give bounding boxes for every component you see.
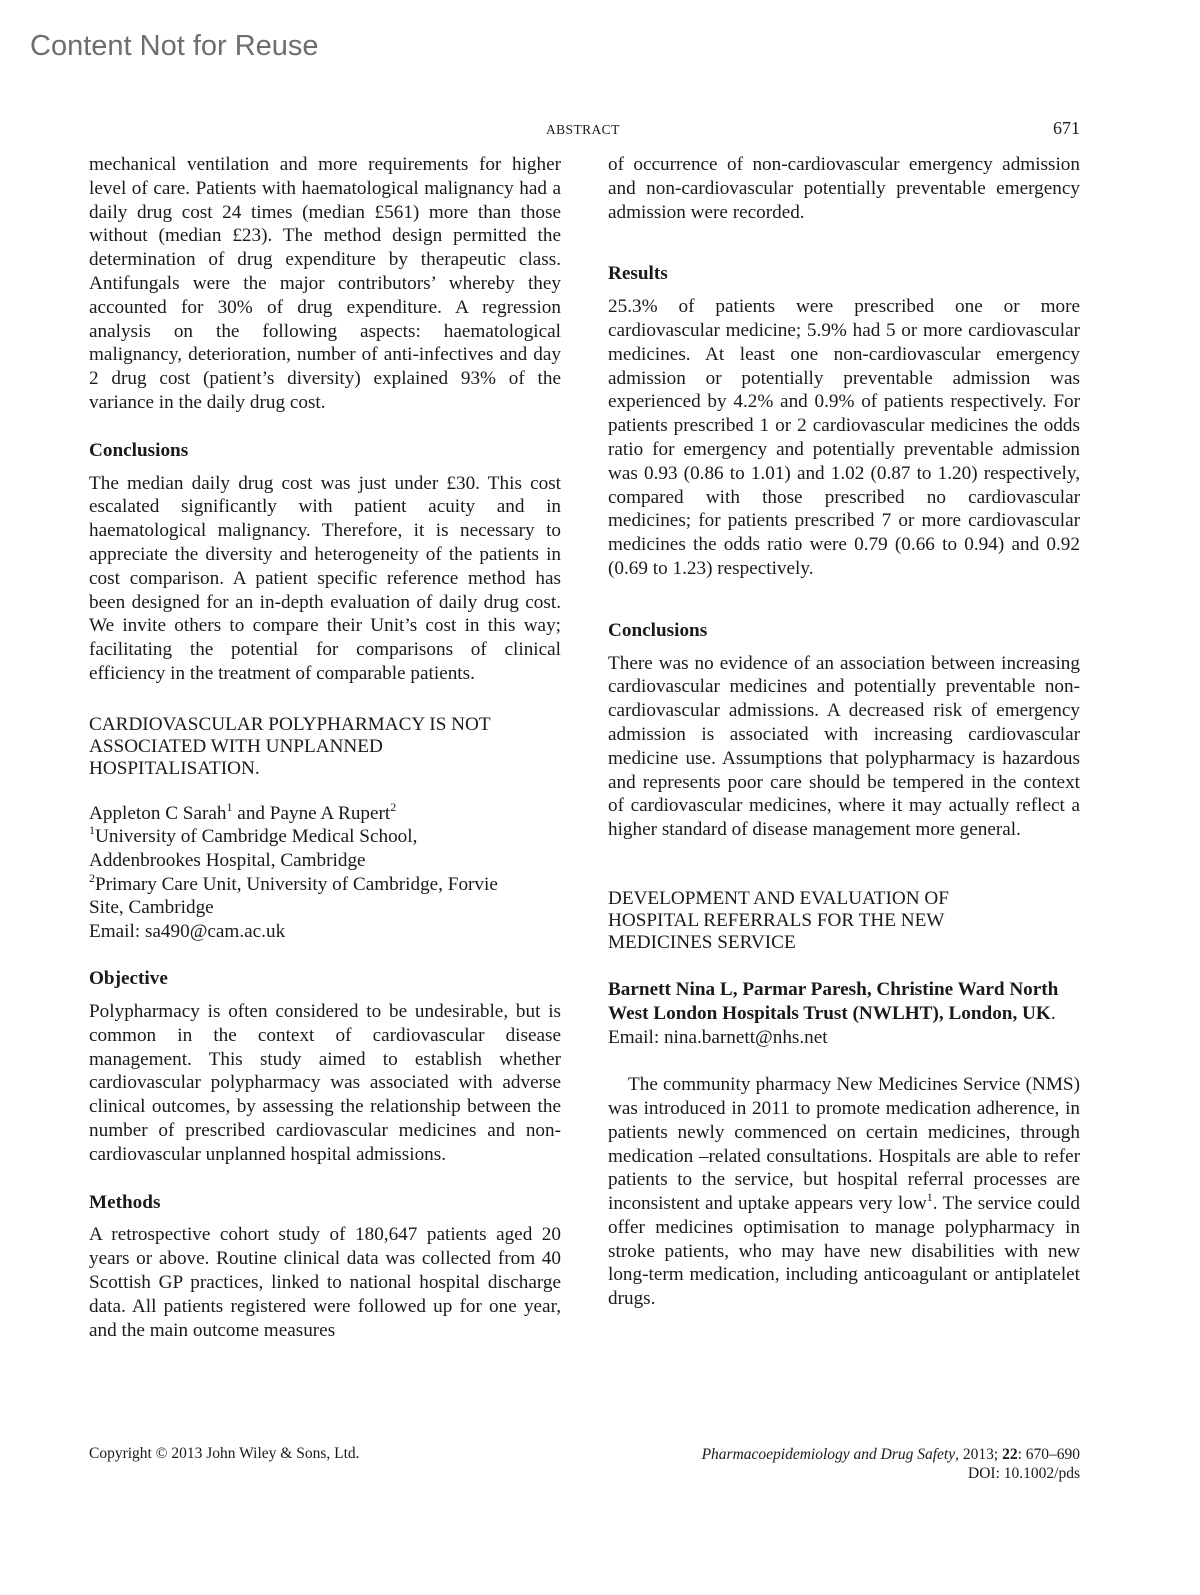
author-email: Email: sa490@cam.ac.uk xyxy=(89,920,286,942)
aff-2-line-2: Site, Cambridge xyxy=(89,897,214,919)
conclusions-heading: Conclusions xyxy=(608,619,708,641)
copyright: Copyright © 2013 John Wiley & Sons, Ltd. xyxy=(89,1445,360,1462)
doi: DOI: 10.1002/pds xyxy=(968,1465,1080,1482)
continued-paragraph: of occurrence of non-cardiovascular emergency admission and non-cardiovascular potentially preventable emergency admission were recorded. xyxy=(608,154,1080,223)
article-title-line: ASSOCIATED WITH UNPLANNED xyxy=(89,735,383,757)
body-text xyxy=(608,1073,1080,1311)
aff-2-sup: 2 xyxy=(89,870,95,885)
left-column xyxy=(89,153,561,1342)
objective-text: Polypharmacy is often considered to be undesirable, but is common in the context of cardiovascular disease management. This study aimed to establish whether cardiovascular polypharmacy was associated with adverse clinical outcomes, by assessing the relationship between the number of prescribed cardiovascular medicines and non-cardiovascular unplanned hospital admissions. xyxy=(89,1001,561,1165)
authors-bold: Barnett Nina L, Parmar Paresh, Christine Ward North West London Hospitals Trust (NWLHT), London, UK xyxy=(608,978,1059,1024)
article-title xyxy=(89,714,561,780)
body-text-part-1: The community pharmacy New Medicines Service (NMS) was introduced in 2011 to promote medication adherence, in patients newly commenced on certain medicines, through medication –related consultations. Hospitals are able to refer patients to the service, but hospital referral processes are inconsistent and uptake appears very low xyxy=(608,1074,1080,1215)
authors xyxy=(608,978,1080,1026)
conclusions-text: There was no evidence of an association between increasing cardiovascular medicines and potentially preventable non-cardiovascular admissions. A decreased risk of emergency admission is associated with increasing cardiovascular medicine use. Assumptions that polypharmacy is hazardous and represents poor care should be tempered in the context of cardiovascular medicines, where it may actually reflect a higher standard of disease management more general. xyxy=(608,652,1080,841)
conclusions-text: The median daily drug cost was just under £30. This cost escalated significantly with patient acuity and in haematological malignancy. Therefore, it is necessary to appreciate the diversity and heterogeneity of the patients in cost comparison. A patient specific reference method has been designed for an in-depth evaluation of daily drug cost. We invite others to compare their Unit’s cost in this way; facilitating the potential for comparisons of clinical efficiency in the treatment of comparable patients. xyxy=(89,472,561,684)
objective-heading: Objective xyxy=(89,968,168,990)
aff-2-line-1: Primary Care Unit, University of Cambridge, Forvie xyxy=(95,873,498,895)
affiliation-2 xyxy=(89,870,561,897)
continued-paragraph: mechanical ventilation and more requirements for higher level of care. Patients with haematological malignancy had a daily drug cost 24 times (median £561) more than those without (median £23). The method design permitted the determination of drug expenditure by therapeutic class. Antifungals were the major contributors’ whereby they accounted for 30% of drug expenditure. A regression analysis on the following aspects: haematological malignancy, deterioration, number of anti-infectives and day 2 drug cost (patient’s diversity) explained 93% of the variance in the daily drug cost. xyxy=(89,154,561,413)
citation-line xyxy=(702,1445,1080,1464)
article-title-line: CARDIOVASCULAR POLYPHARMACY IS NOT xyxy=(89,713,491,735)
authors-period: . xyxy=(1050,1002,1056,1024)
conclusions-heading: Conclusions xyxy=(89,439,189,461)
authors xyxy=(89,799,561,826)
right-column xyxy=(608,153,1080,1311)
affiliation-1 xyxy=(89,825,561,849)
journal-name: Pharmacoepidemiology and Drug Safety xyxy=(701,1446,956,1463)
running-head: ABSTRACT xyxy=(546,122,620,137)
aff-1-line-1: University of Cambridge Medical School, xyxy=(95,826,418,848)
volume: 22 xyxy=(1002,1446,1018,1463)
article-title-line: HOSPITALISATION. xyxy=(89,757,260,779)
pages: : 670–690 xyxy=(1017,1446,1080,1463)
article-title xyxy=(608,888,1080,954)
author-1: Appleton C Sarah xyxy=(89,802,227,824)
body-text-sup: 1 xyxy=(926,1190,933,1205)
author-2-sup: 2 xyxy=(390,799,397,814)
article-title-line: MEDICINES SERVICE xyxy=(608,931,796,953)
results-text: 25.3% of patients were prescribed one or more cardiovascular medicine; 5.9% had 5 or more cardiovascular medicines. At least one non-cardiovascular emergency admission or potentially preventable admission was experienced by 4.2% and 0.9% of patients respectively. For patients prescribed 1 or 2 cardiovascular medicines the odds ratio for emergency and potentially preventable admission was 0.93 (0.86 to 1.01) and 1.02 (0.87 to 1.20) respectively, compared with those prescribed no cardiovascular medicines; for patients prescribed 7 or more cardiovascular medicines the odds ratio were 0.79 (0.66 to 0.94) and 0.92 (0.69 to 1.23) respectively. xyxy=(608,296,1080,579)
article-title-line: HOSPITAL REFERRALS FOR THE NEW xyxy=(608,909,945,931)
author-2: and Payne A Rupert xyxy=(232,802,391,824)
author-1-sup: 1 xyxy=(226,799,233,814)
watermark: Content Not for Reuse xyxy=(30,30,319,62)
aff-1-line-2: Addenbrookes Hospital, Cambridge xyxy=(89,849,366,871)
author-email: Email: nina.barnett@nhs.net xyxy=(608,1026,828,1048)
body-text-part-2: . The service could offer medicines optimisation to manage polypharmacy in stroke patients, who may have new disabilities with new long-term medication, including anticoagulant or antiplatelet drugs. xyxy=(608,1193,1080,1310)
aff-1-sup: 1 xyxy=(89,823,95,838)
results-heading: Results xyxy=(608,263,668,285)
article-title-line: DEVELOPMENT AND EVALUATION OF xyxy=(608,887,949,909)
page-number: 671 xyxy=(1053,118,1080,138)
methods-text: A retrospective cohort study of 180,647 patients aged 20 years or above. Routine clinical data was collected from 40 Scottish GP practices, linked to national hospital discharge data. All patients registered were followed up for one year, and the main outcome measures xyxy=(89,1224,561,1341)
journal-citation xyxy=(702,1445,1080,1483)
year-part: , 2013; xyxy=(955,1446,1003,1463)
methods-heading: Methods xyxy=(89,1191,161,1213)
